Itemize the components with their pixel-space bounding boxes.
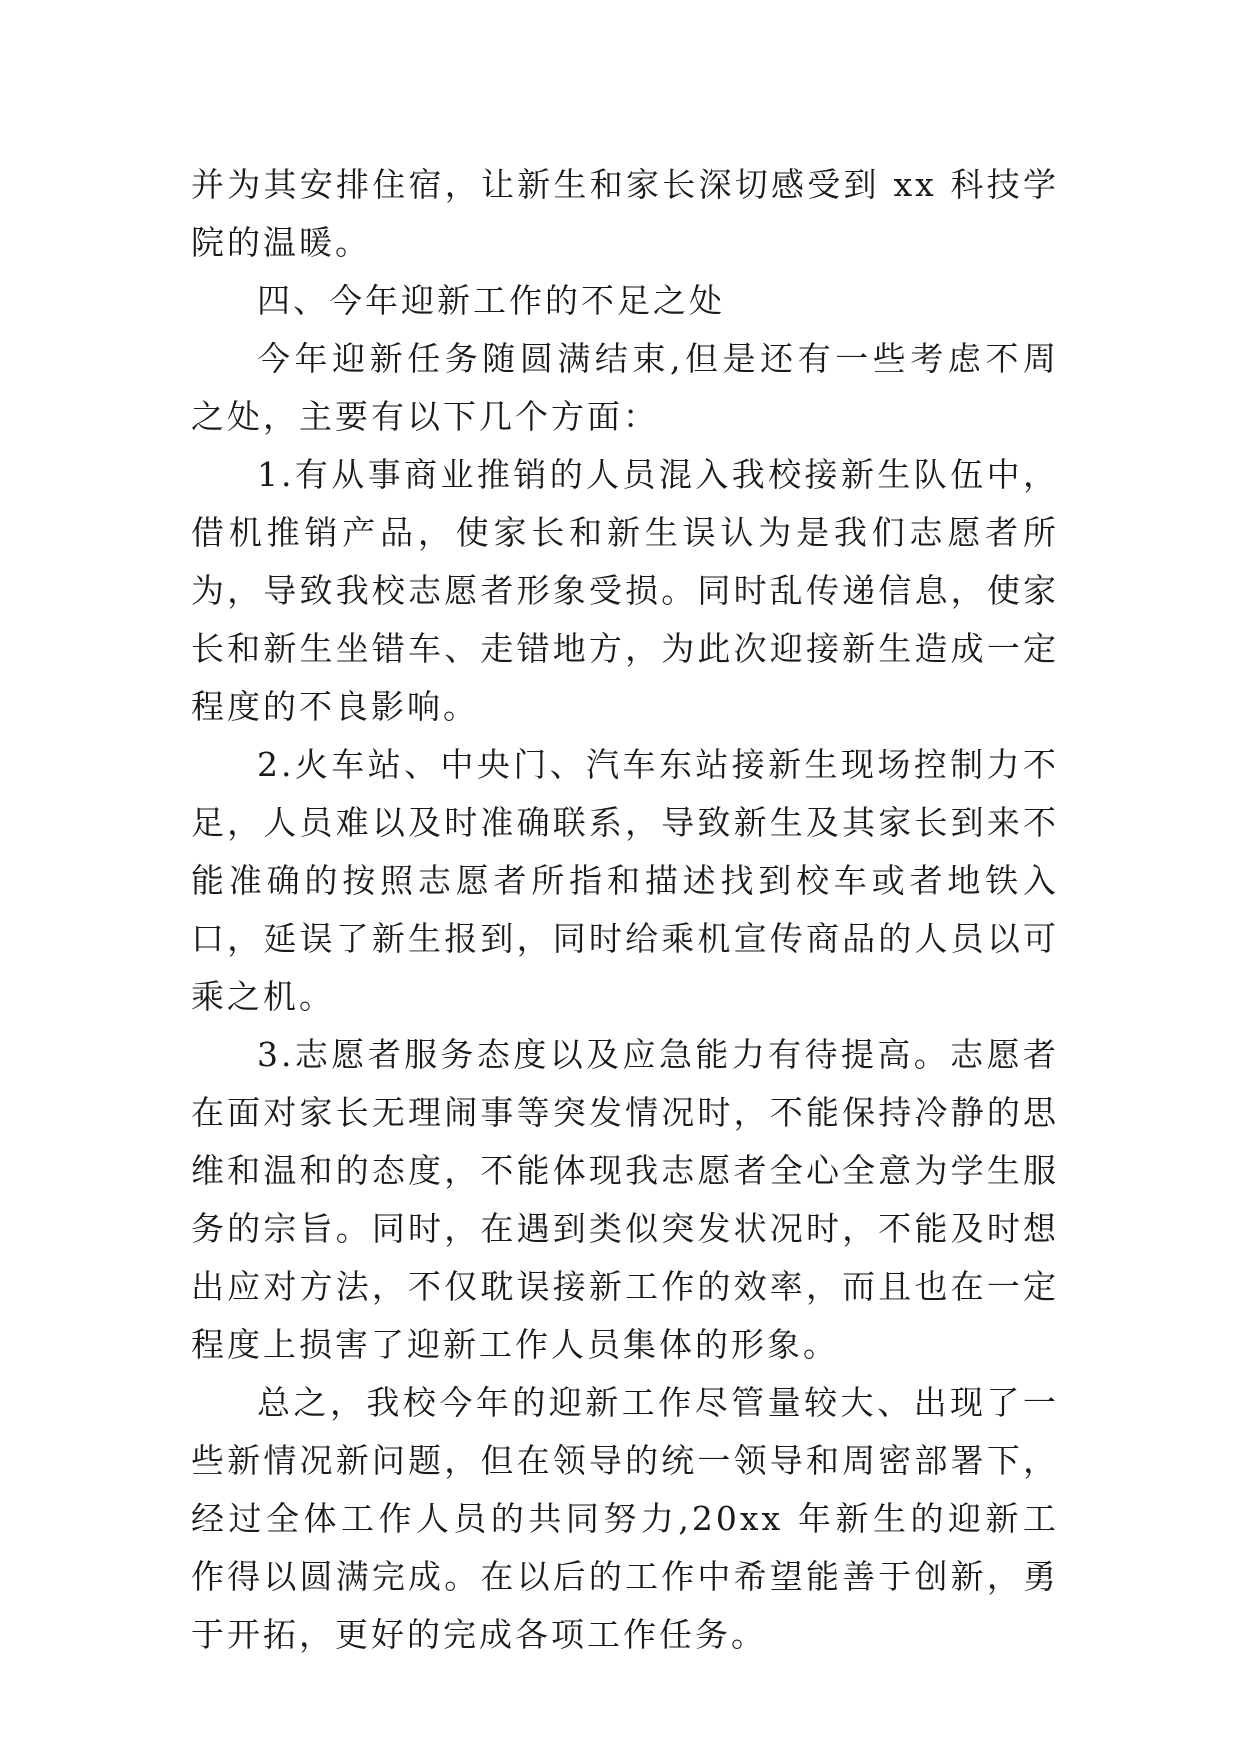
list-item-1: 1.有从事商业推销的人员混入我校接新生队伍中，借机推销产品，使家长和新生误认为是我们志愿者所为，导致我校志愿者形象受损。同时乱传递信息，使家长和新生坐错车、走错地方，为此次迎接新生造成一定程度的不良影响。: [191, 455, 1059, 726]
paragraph-intro: 今年迎新任务随圆满结束,但是还有一些考虑不周之处，主要有以下几个方面：: [191, 339, 1059, 436]
paragraph-continuation: 并为其安排住宿，让新生和家长深切感受到 xx 科技学院的温暖。: [191, 165, 1059, 262]
paragraph-conclusion: 总之，我校今年的迎新工作尽管量较大、出现了一些新情况新问题，但在领导的统一领导和周密部署下，经过全体工作人员的共同努力,20xx 年新生的迎新工作得以圆满完成。在以后的工作中希望能善于创新，勇于开拓，更好的完成各项工作任务。: [191, 1383, 1059, 1654]
document-body: [191, 156, 1059, 1664]
list-item-2: 2.火车站、中央门、汽车东站接新生现场控制力不足，人员难以及时准确联系，导致新生及其家长到来不能准确的按照志愿者所指和描述找到校车或者地铁入口，延误了新生报到，同时给乘机宣传商品的人员以可乘之机。: [191, 745, 1059, 1016]
section-heading: 四、今年迎新工作的不足之处: [257, 281, 725, 320]
list-item-3: 3.志愿者服务态度以及应急能力有待提高。志愿者在面对家长无理闹事等突发情况时，不能保持冷静的思维和温和的态度，不能体现我志愿者全心全意为学生服务的宗旨。同时，在遇到类似突发状况时，不能及时想出应对方法，不仅耽误接新工作的效率，而且也在一定程度上损害了迎新工作人员集体的形象。: [191, 1035, 1059, 1364]
